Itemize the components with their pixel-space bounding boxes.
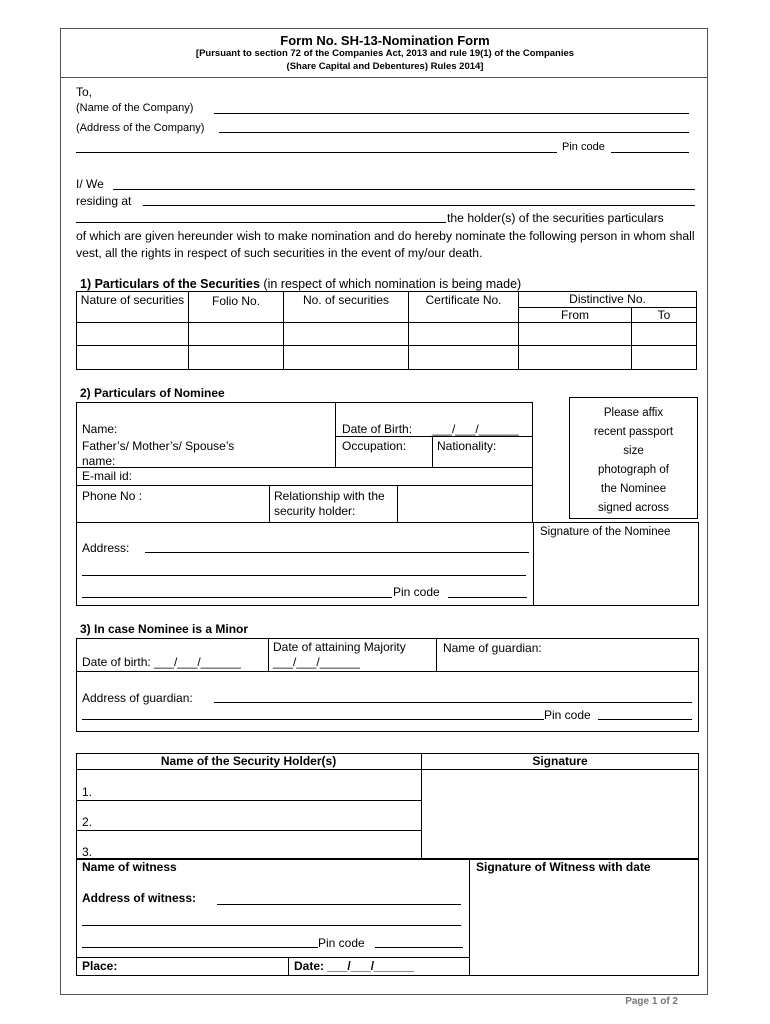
guardian-address-label: Address of guardian: (82, 691, 193, 705)
declaration-body: of which are given hereunder wish to make nomination and do hereby nominate the following person in whom shall vest, all the rights in respect of such securities in the event of my/our death. (76, 229, 695, 260)
minor-majority-field[interactable]: ___/___/______ (273, 655, 360, 669)
col-distinctive: Distinctive No. (519, 292, 697, 308)
nominee-address-field-3[interactable] (82, 597, 392, 598)
nominee-signature-label: Signature of the Nominee (540, 526, 671, 538)
nominee-phone-label: Phone No : (82, 489, 143, 503)
col-nature: Nature of securities (77, 292, 189, 323)
nominee-occupation-label: Occupation: (342, 439, 407, 453)
residing-field-2[interactable] (76, 222, 446, 223)
holder-row-2[interactable]: 2. (82, 815, 93, 829)
nominee-pin-label: Pin code (393, 585, 440, 599)
nominee-pin-field[interactable] (448, 597, 527, 598)
company-name-field[interactable] (214, 113, 689, 114)
date-field[interactable]: Date: ___/___/______ (294, 959, 415, 973)
witness-name-label: Name of witness (82, 860, 177, 874)
nominee-dob-label: Date of Birth: (342, 422, 413, 436)
witness-pin-label: Pin code (318, 936, 365, 950)
section1-heading-rest: (in respect of which nomination is being made) (259, 277, 522, 291)
to-label: To, (76, 85, 93, 99)
residing-label: residing at (76, 194, 132, 208)
company-address-field[interactable] (219, 132, 689, 133)
col-number: No. of securities (284, 292, 409, 323)
company-address-label: (Address of the Company) (76, 122, 205, 134)
securities-table (76, 291, 697, 370)
minor-majority-label: Date of attaining Majority (273, 640, 406, 654)
securities-row[interactable] (77, 323, 697, 346)
section2-heading: 2) Particulars of Nominee (80, 386, 225, 400)
nominee-address-label: Address: (82, 541, 130, 555)
col-certificate: Certificate No. (409, 292, 519, 323)
minor-dob[interactable]: Date of birth: ___/___/______ (82, 655, 241, 669)
col-folio: Folio No. (189, 292, 284, 323)
witness-address-label: Address of witness: (82, 891, 197, 905)
form-subtitle-1: [Pursuant to section 72 of the Companies Act, 2013 and rule 19(1) of the Companies (195, 48, 575, 59)
company-pin-field[interactable] (611, 152, 689, 153)
company-address-field-2[interactable] (76, 152, 557, 153)
header-divider (60, 77, 708, 78)
witness-address-field-3[interactable] (82, 947, 318, 948)
nominee-address-field-2[interactable] (82, 575, 526, 576)
company-pin-label: Pin code (562, 141, 605, 153)
nominee-dob-field[interactable]: ___/___/______ (432, 422, 519, 436)
section1-heading (80, 277, 521, 291)
photo-instructions: Please affix recent passport size photograph of the Nominee signed across (593, 407, 674, 514)
witness-address-field[interactable] (217, 904, 461, 905)
holder-signature-header: Signature (532, 754, 588, 768)
i-we-label: I/ We (76, 177, 104, 191)
form-title: Form No. SH-13-Nomination Form (280, 33, 490, 48)
holder-text: the holder(s) of the securities particulars (447, 211, 664, 225)
holder-name-header: Name of the Security Holder(s) (160, 754, 337, 768)
holder-row-1[interactable]: 1. (82, 785, 93, 799)
page-number: Page 1 of 2 (625, 996, 678, 1007)
nominee-address-field[interactable] (145, 552, 529, 553)
securities-row[interactable] (77, 346, 697, 370)
place-label[interactable]: Place: (82, 959, 118, 973)
nominee-relationship-label: Relationship with the security holder: (274, 489, 385, 518)
residing-field[interactable] (143, 205, 695, 206)
guardian-name-label: Name of guardian: (443, 641, 542, 655)
company-name-label: (Name of the Company) (76, 102, 194, 114)
nominee-nationality-label: Nationality: (437, 439, 497, 453)
col-to: To (632, 308, 697, 323)
holder-row-3[interactable]: 3. (82, 845, 93, 859)
nominee-email-label: E-mail id: (82, 469, 133, 483)
photo-placeholder[interactable] (569, 397, 698, 519)
guardian-pin-field[interactable] (598, 719, 692, 720)
guardian-pin-label: Pin code (544, 708, 591, 722)
guardian-address-field[interactable] (214, 702, 692, 703)
col-from: From (519, 308, 632, 323)
witness-address-field-2[interactable] (82, 925, 461, 926)
witness-pin-field[interactable] (375, 947, 463, 948)
nominee-name-label: Name: (82, 422, 118, 436)
section3-heading: 3) In case Nominee is a Minor (80, 622, 249, 636)
witness-signature-label: Signature of Witness with date (476, 860, 651, 874)
form-subtitle-2: (Share Capital and Debentures) Rules 2014] (286, 61, 484, 72)
nominee-parent-label: Father’s/ Mother’s/ Spouse’s name: (82, 439, 235, 468)
i-we-field[interactable] (113, 189, 695, 190)
guardian-address-field-2[interactable] (82, 719, 544, 720)
section1-heading-bold: 1) Particulars of the Securities (80, 277, 260, 291)
